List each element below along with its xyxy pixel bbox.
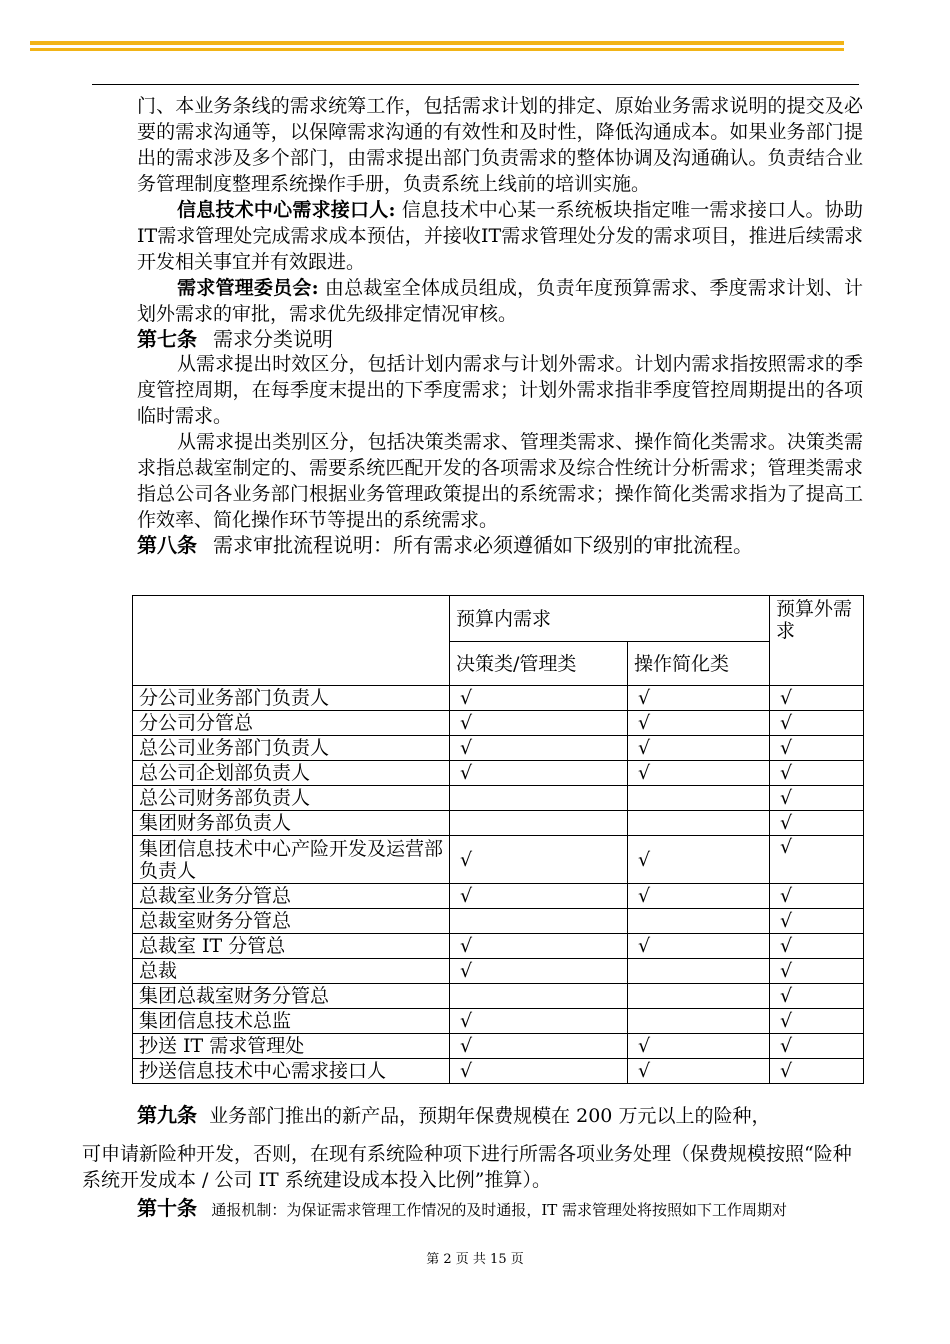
article-7-heading bbox=[137, 327, 863, 351]
check-simplify: √ bbox=[628, 686, 770, 711]
table-row bbox=[133, 1059, 864, 1084]
check-decision: √ bbox=[450, 959, 628, 984]
check-decision bbox=[450, 984, 628, 1009]
check-simplify: √ bbox=[628, 1034, 770, 1059]
table-row bbox=[133, 686, 864, 711]
page-footer: 第 2 页 共 15 页 bbox=[426, 1252, 524, 1267]
table-row bbox=[133, 736, 864, 761]
article-8-text: 需求审批流程说明：所有需求必须遵循如下级别的审批流程。 bbox=[213, 533, 753, 557]
body-text bbox=[137, 93, 863, 557]
table-row bbox=[133, 1034, 864, 1059]
header-decision: 决策类/管理类 bbox=[450, 642, 628, 686]
check-simplify: √ bbox=[628, 884, 770, 909]
check-budget-out: √ bbox=[770, 686, 864, 711]
check-simplify bbox=[628, 1009, 770, 1034]
article-10-text: 通报机制：为保证需求管理工作情况的及时通报，IT 需求管理处将按照如下工作周期对 bbox=[211, 1201, 788, 1219]
after-table-text bbox=[82, 1102, 862, 1223]
table-row bbox=[133, 1009, 864, 1034]
check-decision bbox=[450, 786, 628, 811]
check-decision: √ bbox=[450, 1009, 628, 1034]
header-budget-out: 预算外需求 bbox=[770, 596, 864, 686]
check-budget-out: √ bbox=[770, 736, 864, 761]
article-9-title: 第九条 bbox=[137, 1103, 197, 1127]
check-budget-out: √ bbox=[770, 786, 864, 811]
paragraph-5: 从需求提出类别区分，包括决策类需求、管理类需求、操作简化类需求。决策类需求指总裁室制定的、需要系统匹配开发的各项需求及综合性统计分析需求；管理类需求指总公司各业务部门根据业务管理政策提出的系统需求；操作简化类需求指为了提高工作效率、简化操作环节等提出的系统需求。 bbox=[137, 431, 863, 531]
check-budget-out: √ bbox=[770, 1009, 864, 1034]
check-decision: √ bbox=[450, 686, 628, 711]
row-label: 集团总裁室财务分管总 bbox=[133, 984, 450, 1009]
check-simplify bbox=[628, 909, 770, 934]
paragraph-2-label: 信息技术中心需求接口人: bbox=[177, 199, 396, 221]
check-decision bbox=[450, 909, 628, 934]
row-label: 集团财务部负责人 bbox=[133, 811, 450, 836]
check-budget-out: √ bbox=[770, 909, 864, 934]
check-decision: √ bbox=[450, 736, 628, 761]
paragraph-4: 从需求提出时效区分，包括计划内需求与计划外需求。计划内需求指按照需求的季度管控周期，在每季度末提出的下季度需求；计划外需求指非季度管控周期提出的各项临时需求。 bbox=[137, 353, 863, 427]
check-decision: √ bbox=[450, 711, 628, 736]
article-7-title: 第七条 bbox=[137, 327, 197, 351]
article-7-text: 需求分类说明 bbox=[213, 327, 333, 351]
header-budget-in: 预算内需求 bbox=[450, 596, 770, 642]
row-label: 总公司财务部负责人 bbox=[133, 786, 450, 811]
check-simplify: √ bbox=[628, 736, 770, 761]
check-decision bbox=[450, 811, 628, 836]
check-simplify bbox=[628, 984, 770, 1009]
paragraph-2-text: 信息技术中心某一系统板块指定唯一需求接口人。协助IT需求管理处完成需求成本预估，并接收IT需求管理处分发的需求项目，推进后续需求开发相关事宜并有效跟进。 bbox=[137, 199, 864, 273]
article-9-line bbox=[137, 1102, 862, 1129]
check-simplify: √ bbox=[628, 711, 770, 736]
row-label: 抄送 IT 需求管理处 bbox=[133, 1034, 450, 1059]
check-budget-out: √ bbox=[770, 711, 864, 736]
check-simplify bbox=[628, 811, 770, 836]
row-label: 总裁室 IT 分管总 bbox=[133, 934, 450, 959]
check-budget-out: √ bbox=[770, 884, 864, 909]
check-simplify: √ bbox=[628, 836, 770, 884]
check-budget-out: √ bbox=[770, 836, 864, 884]
check-budget-out: √ bbox=[770, 1059, 864, 1084]
check-decision: √ bbox=[450, 836, 628, 884]
table-row bbox=[133, 761, 864, 786]
check-budget-out: √ bbox=[770, 934, 864, 959]
table-corner bbox=[133, 596, 450, 686]
check-decision: √ bbox=[450, 934, 628, 959]
paragraph-3-label: 需求管理委员会: bbox=[177, 277, 319, 299]
check-simplify: √ bbox=[628, 761, 770, 786]
check-simplify: √ bbox=[628, 934, 770, 959]
row-label: 分公司业务部门负责人 bbox=[133, 686, 450, 711]
table-row bbox=[133, 934, 864, 959]
article-8-title: 第八条 bbox=[137, 533, 197, 557]
table-row bbox=[133, 884, 864, 909]
check-decision: √ bbox=[450, 884, 628, 909]
check-budget-out: √ bbox=[770, 1034, 864, 1059]
check-simplify bbox=[628, 786, 770, 811]
row-label: 分公司分管总 bbox=[133, 711, 450, 736]
check-decision: √ bbox=[450, 1059, 628, 1084]
paragraph-1: 门、本业务条线的需求统筹工作，包括需求计划的排定、原始业务需求说明的提交及必要的需求沟通等，以保障需求沟通的有效性和及时性，降低沟通成本。如果业务部门提出的需求涉及多个部门，由需求提出部门负责需求的整体协调及沟通确认。负责结合业务管理制度整理系统操作手册，负责系统上线前的培训实施。 bbox=[137, 95, 863, 195]
check-simplify bbox=[628, 959, 770, 984]
paragraph-3 bbox=[137, 275, 863, 327]
row-label: 总公司企划部负责人 bbox=[133, 761, 450, 786]
table-row bbox=[133, 836, 864, 884]
article-9-continuation: 可申请新险种开发，否则，在现有系统险种项下进行所需各项业务处理（保费规模按照“险种系统开发成本 / 公司 IT 系统建设成本投入比例”推算）。 bbox=[82, 1143, 852, 1191]
article-8-heading bbox=[137, 533, 863, 557]
table-row bbox=[133, 909, 864, 934]
row-label: 抄送信息技术中心需求接口人 bbox=[133, 1059, 450, 1084]
table-row bbox=[133, 811, 864, 836]
header-line bbox=[92, 84, 859, 85]
table-row bbox=[133, 786, 864, 811]
check-budget-out: √ bbox=[770, 959, 864, 984]
table-row bbox=[133, 984, 864, 1009]
row-label: 集团信息技术总监 bbox=[133, 1009, 450, 1034]
row-label: 总裁 bbox=[133, 959, 450, 984]
row-label: 总裁室业务分管总 bbox=[133, 884, 450, 909]
row-label: 总裁室财务分管总 bbox=[133, 909, 450, 934]
check-decision: √ bbox=[450, 761, 628, 786]
check-budget-out: √ bbox=[770, 761, 864, 786]
check-simplify: √ bbox=[628, 1059, 770, 1084]
header-rule-thick bbox=[30, 41, 844, 45]
header-simplify: 操作简化类 bbox=[628, 642, 770, 686]
paragraph-2 bbox=[137, 197, 863, 275]
header-rule-thin bbox=[30, 48, 844, 51]
row-label: 集团信息技术中心产险开发及运营部负责人 bbox=[133, 836, 450, 884]
paragraph-3-text: 由总裁室全体成员组成，负责年度预算需求、季度需求计划、计划外需求的审批，需求优先级排定情况审核。 bbox=[137, 277, 864, 325]
check-budget-out: √ bbox=[770, 811, 864, 836]
article-10-line bbox=[137, 1195, 862, 1223]
article-9-text-1: 业务部门推出的新产品，预期年保费规模在 200 万元以上的险种， bbox=[209, 1105, 771, 1127]
table-row bbox=[133, 711, 864, 736]
article-10-title: 第十条 bbox=[137, 1196, 197, 1220]
table-row bbox=[133, 959, 864, 984]
check-budget-out: √ bbox=[770, 984, 864, 1009]
check-decision: √ bbox=[450, 1034, 628, 1059]
approval-table bbox=[132, 595, 864, 1084]
row-label: 总公司业务部门负责人 bbox=[133, 736, 450, 761]
